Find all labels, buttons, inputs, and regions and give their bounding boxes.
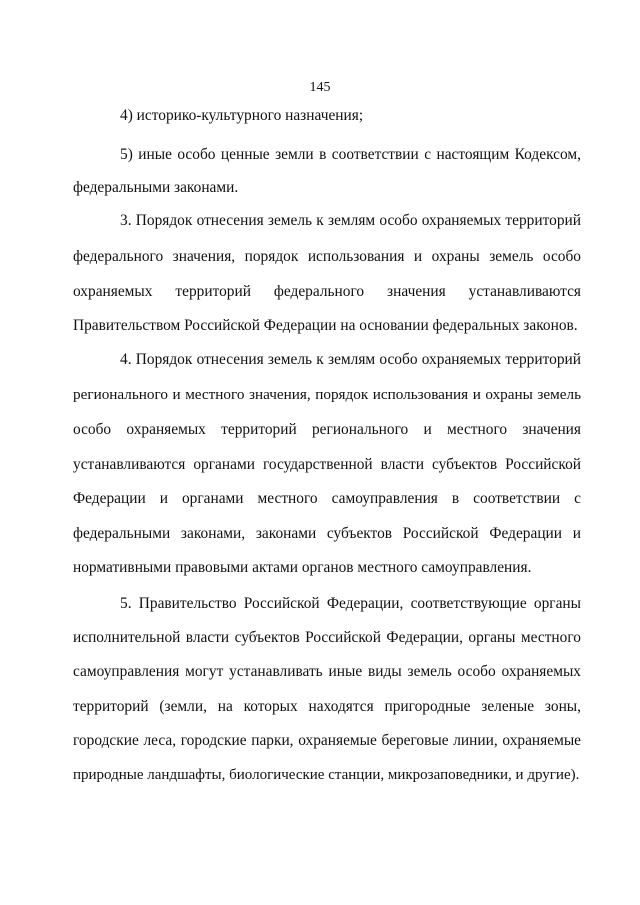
text-line: 4) историко-культурного назначения; bbox=[120, 107, 364, 124]
text-line: устанавливаются органами государственной власти субъектов Российской bbox=[73, 456, 581, 473]
text-line: Федерации и органами местного самоуправления в соответствии с bbox=[73, 490, 581, 507]
text-line: охраняемых территорий федерального значения устанавливаются bbox=[73, 283, 581, 300]
text-line: 3. Порядок отнесения земель к землям особо охраняемых территорий bbox=[120, 212, 581, 229]
text-line: Правительством Российской Федерации на основании федеральных законов. bbox=[73, 317, 578, 334]
text-line: 5. Правительство Российской Федерации, соответствующие органы bbox=[120, 595, 581, 612]
text-line: природные ландшафты, биологические станции, микрозаповедники, и другие). bbox=[73, 767, 580, 783]
text-line: особо охраняемых территорий регионального и местного значения bbox=[73, 421, 581, 438]
text-line: нормативными правовыми актами органов местного самоуправления. bbox=[73, 559, 532, 576]
text-line: городские леса, городские парки, охраняемые береговые линии, охраняемые bbox=[73, 732, 581, 749]
text-line: территорий (земли, на которых находятся пригородные зеленые зоны, bbox=[73, 698, 581, 715]
text-line: регионального и местного значения, порядок использования и охраны земель bbox=[73, 386, 581, 403]
text-line: федеральными законами, законами субъектов Российской Федерации и bbox=[73, 525, 581, 542]
text-line: 5) иные особо ценные земли в соответствии с настоящим Кодексом, bbox=[120, 146, 581, 163]
text-line: федеральными законами. bbox=[73, 179, 239, 196]
text-line: самоуправления могут устанавливать иные виды земель особо охраняемых bbox=[73, 663, 581, 680]
text-line: исполнительной власти субъектов Российской Федерации, органы местного bbox=[73, 629, 581, 646]
text-line: федерального значения, порядок использования и охраны земель особо bbox=[73, 248, 581, 265]
page-number: 145 bbox=[309, 80, 331, 95]
text-line: 4. Порядок отнесения земель к землям особо охраняемых территорий bbox=[120, 351, 581, 368]
